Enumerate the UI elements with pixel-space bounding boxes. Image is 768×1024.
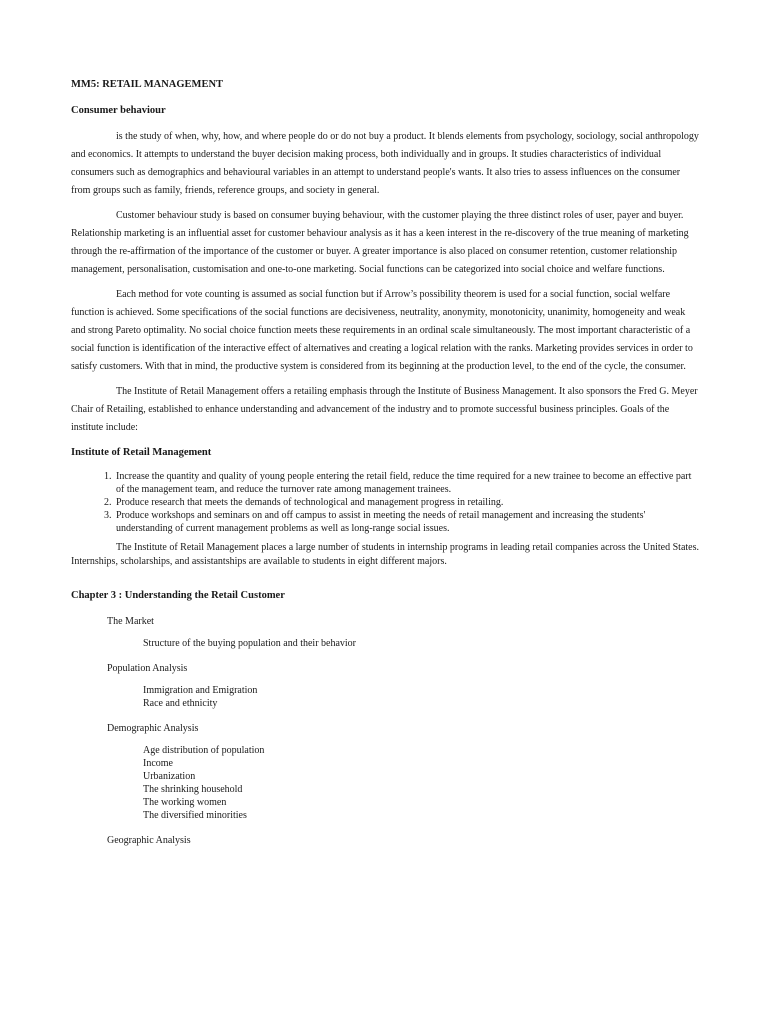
document-title: MM5: RETAIL MANAGEMENT xyxy=(71,79,224,90)
outline-population: Population Analysis xyxy=(107,663,188,674)
outline-market: The Market xyxy=(107,616,154,627)
outline-item: The shrinking household xyxy=(143,784,243,795)
document-page xyxy=(71,76,701,856)
section-heading-institute: Institute of Retail Management xyxy=(71,447,212,458)
outline-item: The working women xyxy=(143,797,227,808)
paragraph-2: Customer behaviour study is based on consumer buying behaviour, with the customer playing the three distinct roles of user, payer and buyer. Relationship marketing is an influential asset for customer behaviour analysis as it has a keen interest in the re-discovery of the true meaning of marketing through the re-affirmation of the importance of the customer or buyer. A greater importance is also placed on consumer retention, customer relationship management, personalisation, customisation and one-to-one marketing. Social functions can be categorized into social choice and welfare functions. xyxy=(71,210,689,275)
paragraph-4: The Institute of Retail Management offers a retailing emphasis through the Institute of Business Management. It also sponsors the Fred G. Meyer Chair of Retailing, established to enhance understanding and advancement of the industry and to promote successful business principles. Goals of the institute include: xyxy=(71,386,698,433)
chapter-heading: Chapter 3 : Understanding the Retail Customer xyxy=(71,590,285,601)
outline-item: Race and ethnicity xyxy=(143,698,218,709)
paragraph-1: is the study of when, why, how, and where people do or do not buy a product. It blends elements from psychology, sociology, social anthropology and economics. It attempts to understand the buyer decision making process, both individually and in groups. It studies characteristics of individual consumers such as demographics and behavioural variables in an attempt to understand people's wants. It also tries to assess influences on the consumer from groups such as family, friends, reference groups, and society in general. xyxy=(71,131,699,196)
outline-demographic-items xyxy=(143,744,701,822)
goal-item: 2. Produce research that meets the demands of technological and management progress in retailing. xyxy=(114,496,701,509)
outline-item: Structure of the buying population and their behavior xyxy=(143,638,357,649)
outline-market-items xyxy=(143,637,701,650)
paragraph-internships: The Institute of Retail Management places a large number of students in internship programs in leading retail companies across the United States. Internships, scholarships, and assistantships are available to students in eight different majors. xyxy=(71,542,699,567)
outline-item: Urbanization xyxy=(143,771,196,782)
goal-item: 3. Produce workshops and seminars on and off campus to assist in meeting the needs of retail management and increasing the students' understanding of current management problems as well as long-range social issues. xyxy=(114,509,701,535)
outline-item: Immigration and Emigration xyxy=(143,685,258,696)
outline-item: Age distribution of population xyxy=(143,745,265,756)
outline-population-items xyxy=(143,684,701,710)
outline-item: Income xyxy=(143,758,173,769)
outline-geographic: Geographic Analysis xyxy=(107,835,191,846)
goals-list xyxy=(71,470,701,535)
section-heading-consumer-behaviour: Consumer behaviour xyxy=(71,105,166,116)
paragraph-3: Each method for vote counting is assumed as social function but if Arrow’s possibility theorem is used for a social function, social welfare function is achieved. Some specifications of the social functions are decisiveness, neutrality, anonymity, monotonicity, unanimity, homogeneity and weak and strong Pareto optimality. No social choice function meets these requirements in an ordinal scale simultaneously. The most important characteristic of a social function is identification of the interactive effect of alternatives and creating a logical relation with the ranks. Marketing provides services in order to satisfy customers. With that in mind, the productive system is considered from its beginning at the production level, to the end of the cycle, the consumer. xyxy=(71,289,693,372)
goal-item: 1. Increase the quantity and quality of young people entering the retail field, reduce the time required for a new trainee to become an effective part of the management team, and reduce the turnover rate among management trainees. xyxy=(114,470,701,496)
outline-item: The diversified minorities xyxy=(143,810,247,821)
outline-demographic: Demographic Analysis xyxy=(107,723,199,734)
